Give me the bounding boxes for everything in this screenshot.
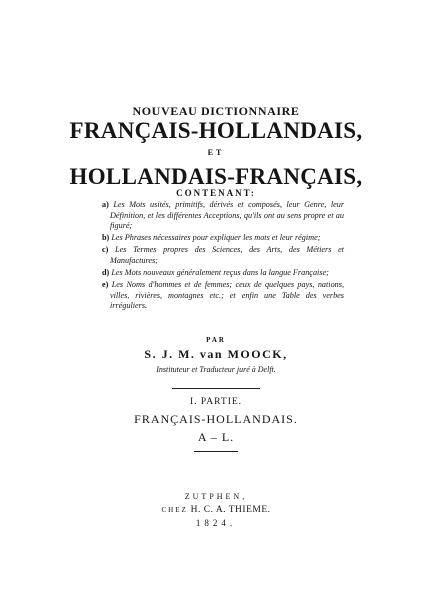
list-item <box>102 280 344 312</box>
item-marker: a) <box>102 200 109 209</box>
contents-list <box>102 200 344 313</box>
letter-range: A – L. <box>197 430 235 444</box>
part-label: I. PARTIE. <box>189 397 243 407</box>
printer-prefix: CHEZ <box>161 506 188 514</box>
contenant-heading: CONTENANT: <box>176 188 256 198</box>
item-marker: e) <box>102 280 109 290</box>
imprint-year: 1824. <box>195 518 237 528</box>
title-line-2: HOLLANDAIS-FRANÇAIS, <box>69 164 363 189</box>
list-item <box>102 245 344 266</box>
par-label: PAR <box>206 336 226 344</box>
item-text: Les Phrases nécessaires pour expliquer les mots et leur régime; <box>111 233 321 243</box>
item-text: Les Mots usités, primitifs, dérivés et composés, leur Genre, leur Définition, et les différentes Acceptions, qu'ils ont au sens propre et au figuré; <box>110 200 345 231</box>
printer-name: H. C. A. THIEME. <box>190 505 271 515</box>
title-top: NOUVEAU DICTIONNAIRE <box>132 104 300 118</box>
author-role: Instituteur et Traducteur juré à Delft. <box>156 365 276 374</box>
item-marker: b) <box>102 233 110 243</box>
title-conjunction: ET <box>207 148 225 157</box>
item-text: Les Noms d'hommes et de femmes; ceux de quelques pays, nations, villes, rivières, montagnes etc.; et enfin une Table des verbes irréguliers. <box>110 280 344 311</box>
item-text: Les Mots nouveaux généralement reçus dans la langue Française; <box>111 268 329 278</box>
item-marker: d) <box>102 268 110 278</box>
author-name: S. J. M. van MOOCK, <box>144 347 288 361</box>
title-line-1: FRANÇAIS-HOLLANDAIS, <box>69 118 363 143</box>
list-item <box>102 268 344 279</box>
list-item <box>102 200 344 232</box>
imprint-city: ZUTPHEN, <box>184 492 248 501</box>
section-title: FRANÇAIS-HOLLANDAIS. <box>134 412 298 426</box>
divider <box>194 451 238 452</box>
item-text: Les Termes propres des Sciences, des Arts, des Métiers et Manufactures; <box>110 245 344 265</box>
list-item <box>102 233 344 244</box>
item-marker: c) <box>102 245 109 255</box>
divider <box>172 388 260 389</box>
imprint-printer <box>0 505 432 515</box>
